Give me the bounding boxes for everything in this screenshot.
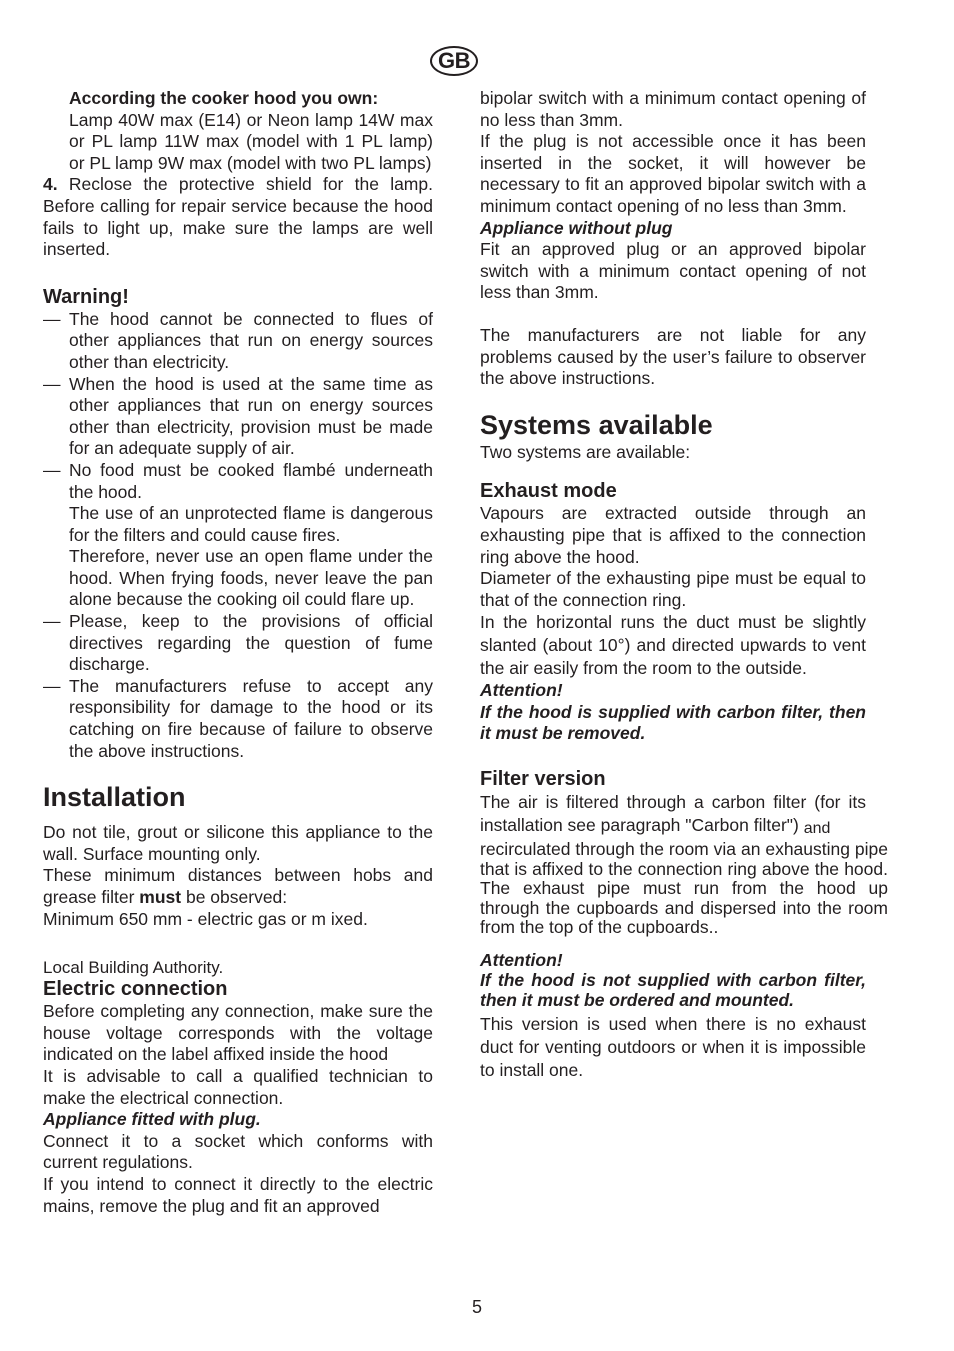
warning-list (43, 309, 433, 503)
lamp-heading: According the cooker hood you own: (69, 88, 379, 108)
step-4-text: Reclose the protective shield for the lamp. Before calling for repair service because the hood fails to light up, make sure the lamps are well inserted. (43, 174, 433, 260)
installation-text: be observed: (181, 887, 288, 907)
left-column (43, 88, 433, 1217)
step-4 (43, 174, 433, 260)
warning-item: — The manufacturers refuse to accept any responsibility for damage to the hood or its catching on fire because of failure to observe the above instructions. (43, 676, 433, 762)
local-authority-note: Local Building Authority. (43, 958, 224, 978)
installation-text: These minimum distances between hobs and grease filter (43, 865, 433, 907)
lamp-text: Lamp 40W max (E14) or Neon lamp 14W max or PL lamp 11W max (model with 1 PL lamp) or PL lamp 9W max (model with two PL lamps) (69, 109, 433, 173)
electric-connection-title: Electric connection (43, 978, 228, 1001)
systems-title: Systems available (480, 409, 713, 440)
language-badge: GB (430, 46, 478, 76)
warning-list-continued (43, 611, 433, 762)
filter-attention-label: Attention! (480, 949, 563, 970)
plug-subtitle: Appliance fitted with plug. (43, 1109, 261, 1130)
exhaust-attention-label: Attention! (480, 680, 563, 701)
warning-title: Warning! (43, 285, 129, 308)
warning-item: — When the hood is used at the same time as other appliances that run on energy sources other than electricity, provision must be made for an adequate supply of air. (43, 374, 433, 460)
exhaust-paragraph: In the horizontal runs the duct must be slightly slanted (about 10°) and directed upwards to vent the air easily from the room to the outside. (480, 612, 866, 679)
exhaust-paragraph: Vapours are extracted outside through an exhausting pipe that is affixed to the connection ring above the hood. (480, 503, 866, 567)
filter-text-and: and (803, 820, 831, 838)
filter-text: The air is filtered through a carbon filter (for its installation see paragraph "Carbon filter") (480, 792, 866, 836)
warning-item: — No food must be cooked flambé underneath the hood. (43, 460, 433, 503)
filter-paragraph: This version is used when there is no exhaust duct for venting outdoors or when it is impossible to install one. (480, 1013, 866, 1080)
warning-item: — The hood cannot be connected to flues of other appliances that run on energy sources other than electricity. (43, 309, 433, 374)
exhaust-paragraph: Diameter of the exhausting pipe must be equal to that of the connection ring. (480, 568, 866, 610)
step-4-number: 4. (43, 174, 58, 195)
systems-intro: Two systems are available: (480, 441, 691, 462)
plug-paragraph: Connect it to a socket which conforms with current regulations. (43, 1130, 433, 1173)
page-number: 5 (471, 1297, 482, 1317)
exhaust-attention-text: If the hood is supplied with carbon filter, then it must be removed. (480, 701, 866, 744)
exhaust-mode-title: Exhaust mode (480, 480, 617, 503)
filter-attention-text: If the hood is not supplied with carbon filter, then it must be ordered and mounted. (480, 969, 866, 1010)
plug-paragraph: If you intend to connect it directly to the electric mains, remove the plug and fit an approved (43, 1173, 433, 1216)
right-column (480, 88, 888, 1082)
installation-paragraph: Do not tile, grout or silicone this appliance to the wall. Surface mounting only. (43, 822, 433, 864)
warning-item: — Please, keep to the provisions of official directives regarding the question of fume discharge. (43, 611, 433, 676)
no-plug-paragraph: Fit an approved plug or an approved bipolar switch with a minimum contact opening of not less than 3mm. (480, 239, 866, 303)
installation-paragraph (43, 865, 433, 908)
must-emphasis: must (139, 887, 182, 907)
flame-note: The use of an unprotected flame is dangerous for the filters and could cause fires. (69, 503, 433, 545)
flame-note: Therefore, never use an open flame under the hood. When frying foods, never leave the pan alone because the cooking oil could flare up. (69, 546, 433, 610)
liability-paragraph: The manufacturers are not liable for any problems caused by the user’s failure to observer the above instructions. (480, 324, 866, 389)
continued-paragraph: If the plug is not accessible once it has been inserted in the socket, it will however be necessary to fit an approved bipolar switch with a minimum contact opening of no less than 3mm. (480, 131, 866, 216)
continued-paragraph: bipolar switch with a minimum contact opening of no less than 3mm. (480, 88, 866, 130)
electric-paragraph: It is advisable to call a qualified technician to make the electrical connection. (43, 1065, 433, 1108)
filter-version-title: Filter version (480, 768, 606, 791)
installation-title: Installation (43, 782, 186, 813)
no-plug-subtitle: Appliance without plug (480, 217, 673, 238)
electric-paragraph: Before completing any connection, make sure the house voltage corresponds with the voltage indicated on the label affixed inside the hood (43, 1001, 433, 1065)
installation-paragraph: Minimum 650 mm - electric gas or m ixed. (43, 908, 368, 929)
filter-paragraph (480, 791, 866, 838)
filter-paragraph: recirculated through the room via an exhausting pipe that is affixed to the connection ring above the hood. The exhaust pipe must run from the hood up through the cupboards and dispersed into the room from the top of the cupboards.. (480, 839, 888, 938)
